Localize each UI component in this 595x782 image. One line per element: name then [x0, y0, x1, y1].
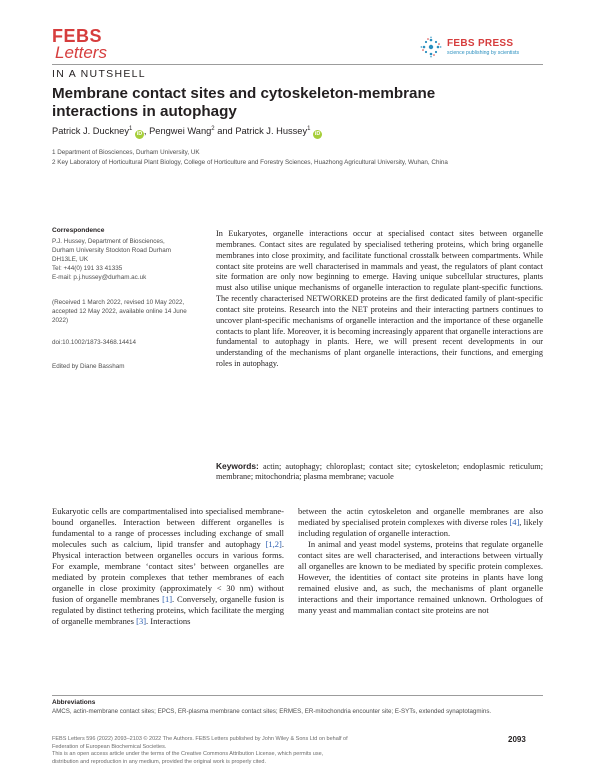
journal-logo[interactable] [52, 27, 107, 61]
keywords-label: Keywords: [216, 461, 259, 471]
citation-link[interactable]: [4] [509, 517, 520, 528]
body-text: . Interactions [146, 616, 191, 627]
received-dates: (Received 1 March 2022, revised 10 May 2022, accepted 12 May 2022, available online 14 June 2022) [52, 299, 187, 325]
footer-line: distribution and reproduction in any medium, provided the original work is properly cited. [52, 758, 267, 765]
affiliation-marker: 1 [128, 126, 133, 132]
keywords-list: actin; autophagy; chloroplast; contact site; cytoskeleton; endoplasmic reticulum; membrane; mitochondria; plasma membrane; vacuole [216, 462, 544, 482]
citation-link[interactable]: [1] [162, 594, 173, 605]
body-text: Eukaryotic cells are compartmentalised into specialised membrane-bound organelles. Interaction between different organelles is fundamental to a range of processes including exchange of small molecules such as calcium, lipid transfer and autophagy [52, 506, 284, 550]
body-text: , likely including regulation of organelle interaction. [298, 517, 543, 539]
affiliation-item: 1 Department of Biosciences, Durham University, UK [52, 149, 200, 156]
citation-link[interactable]: [1,2] [265, 539, 282, 550]
correspondence-details [52, 237, 202, 282]
correspondence-line: Tel: +44(0) 191 33 41335 [52, 265, 123, 273]
publisher-name: FEBS PRESS [447, 37, 514, 49]
correspondence-heading: Correspondence [52, 227, 105, 234]
publisher-tagline: science publishing by scientists [447, 49, 520, 56]
keywords [216, 461, 543, 482]
affiliation-item: 2 Key Laboratory of Horticultural Plant Biology, College of Horticulture and Forestry Sciences, Huazhong Agricultural University, Wuhan, China [52, 158, 448, 166]
correspondence-line: P.J. Hussey, Department of Biosciences, [52, 238, 165, 245]
author-name[interactable]: Patrick J. Hussey [235, 126, 308, 137]
article-title: Membrane contact sites and cytoskeleton-membrane interactions in autophagy [52, 85, 436, 120]
footer-line: Federation of European Biochemical Societies. [52, 743, 167, 750]
affiliations [52, 148, 542, 167]
abbreviations-divider [52, 695, 543, 696]
abbreviations-heading: Abbreviations [52, 699, 96, 706]
orcid-icon[interactable]: iD [314, 131, 321, 138]
journal-logo-line2: Letters [55, 43, 107, 62]
author-name[interactable]: Pengwei Wang [149, 126, 212, 137]
correspondence-line: Durham University Stockton Road Durham [52, 247, 171, 255]
footer-copyright [52, 736, 382, 766]
body-text: between the actin cytoskeleton and organelle membranes are also mediated by specialised protein complexes with diverse roles [298, 506, 543, 528]
correspondence-email[interactable]: E-mail: p.j.hussey@durham.ac.uk [52, 274, 147, 282]
body-paragraph: In animal and yeast model systems, proteins that regulate organelle contact sites are well characterised, and interactions between virtually all organelles are known to be mediated by specific protein complexes. However, the identities of contact site proteins in plants have long remained elusive and, as such, the mechanisms of plant organelle interactions and their importance remained unknown. Orthologues of many yeast and mammalian contact site proteins are not [298, 539, 543, 616]
page-number: 2093 [508, 735, 526, 744]
journal-logo-line1: FEBS [52, 26, 103, 46]
body-column-right [298, 506, 543, 616]
abstract: In Eukaryotes, organelle interactions occur at specialised contact sites between organelle membranes. Contact sites are regulated by specialised tethering proteins, which bring organelle membranes into close proximity, and facilitate functional crosstalk between compartments. While contact site proteins are well characterised in mammals and yeast, the regulators of plant contact site formation are only now beginning to emerge. Having unique subcellular structures, plants must also utilise unique mechanisms of organelle interaction to regulate plant-specific functions. The recently characterised NETWORKED proteins are the first dedicated family of plant-specific contact site proteins. Research into the NET proteins and their interacting partners continues to uncover plant-specific mechanisms of organelle interaction and the importance of these organelle contacts to plant life. Moreover, it is becoming increasingly apparent that organelle interactions are fundamental to autophagy in plants. Here, we will present recent developments in our understanding of the mechanisms of plant organelle interactions, their functions, and emerging roles in autophagy. [216, 229, 543, 369]
citation-link[interactable]: [3] [136, 616, 147, 627]
abbreviations-text: AMCS, actin-membrane contact sites; EPCS, ER-plasma membrane contact sites; ERMES, ER-mitochondria encounter site; E-SYTs, extended synaptotagmins. [52, 708, 492, 715]
header-divider [52, 64, 543, 65]
orcid-icon[interactable]: iD [136, 131, 143, 138]
affiliation-marker: 1 [307, 126, 311, 132]
footer-line: FEBS Letters 596 (2022) 2093–2103 © 2022 The Authors. FEBS Letters published by John Wiley & Sons Ltd on behalf of [52, 736, 348, 742]
correspondence-line: DH13LE, UK [52, 256, 89, 264]
footer-line[interactable]: This is an open access article under the terms of the Creative Commons Attribution License, which permits use, [52, 751, 324, 758]
edited-by: Edited by Diane Bassham [52, 363, 125, 370]
body-column-left [52, 506, 284, 628]
affiliation-marker: 2 [211, 126, 215, 132]
febs-press-burst-icon [420, 36, 442, 58]
author-list: Patrick J. Duckney$^1$ iD , Pengwei Wang$^2$ and Patrick J. Hussey$^1$ iD [52, 126, 321, 138]
article-type-label: IN A NUTSHELL [52, 68, 146, 80]
author-name[interactable]: Patrick J. Duckney [52, 126, 129, 137]
body-text: . Physical interaction between organelles occurs in various forms. For example, membrane ‘contact sites’ between organelles are mediated by protein complexes that tether membranes of each organelle in close proximity (approximately < 30 nm) without fusion of organelle membranes [52, 539, 284, 605]
publisher-logo[interactable] [420, 36, 519, 58]
body-paragraph [298, 506, 543, 539]
body-text: . Conversely, organelle fusion is regulated by distinct tethering proteins, which facilitate the merging of organelle membranes [52, 594, 284, 627]
doi-link[interactable]: doi:10.1002/1873-3468.14414 [52, 339, 137, 346]
